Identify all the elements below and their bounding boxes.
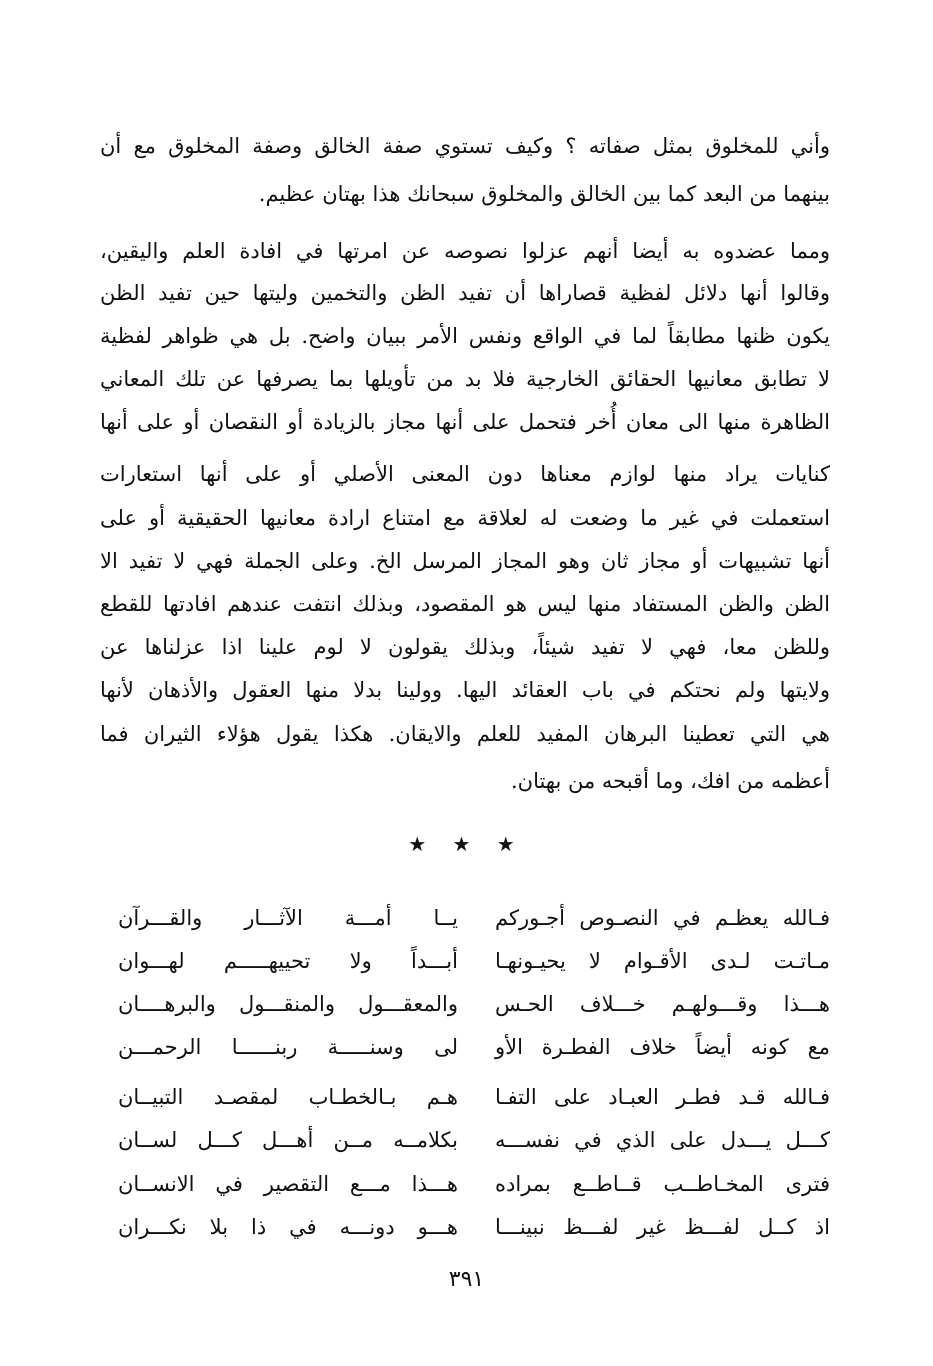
text-line: الظن والظن المستفاد منها ليس هو المقصود، وبذلك انتفت عندهم افادتها للقطع xyxy=(100,592,830,616)
text-line: استعملت في غير ما وضعت له لعلاقة مع امتناع ارادة معانيها الحقيقية أو على xyxy=(100,506,830,530)
verse-first-hemistich: هـــذا وقـــولهـم خـــلاف الحـس xyxy=(495,992,830,1016)
verse-second-hemistich: يــا أمـــة الآثـــار والقـــرآن xyxy=(118,906,458,930)
text-line: هي التي تعطينا البرهان المفيد للعلم والايقان. هكذا يقول هؤلاء الثيران فما xyxy=(100,722,830,746)
verse-first-hemistich: كـــل يـــدل على الذي في نفســـه xyxy=(495,1128,830,1152)
verse-first-hemistich: مع كونه أيضاً خلاف الفطـرة الأو xyxy=(495,1035,830,1059)
verse-first-hemistich: اذ كــل لفـــظ غير لفـــظ نبينـــا xyxy=(495,1215,830,1239)
verse-second-hemistich: هـــو دونـــه في ذا بلا نكـــران xyxy=(118,1215,458,1239)
text-line: ولايتها ولم نحتكم في باب العقائد اليها. وولينا بدلا منها العقول والأذهان لأنها xyxy=(100,678,830,702)
verse-first-hemistich: مـاتـت لـدى الأقـوام لا يحيـونهـا xyxy=(495,949,830,973)
text-line: لا تطابق معانيها الحقائق الخارجية فلا بد من تأويلها بما يصرفها عن تلك المعاني xyxy=(100,367,830,391)
page-number: ٣٩١ xyxy=(448,1267,485,1292)
section-separator-stars: ★ ★ ★ xyxy=(408,832,525,856)
verse-second-hemistich: بكلامــه مــن أهـــل كـــل لســان xyxy=(118,1128,458,1152)
verse-first-hemistich: فـالله قـد فطـر العبـاد على التفـا xyxy=(495,1085,830,1109)
text-line: كنايات يراد منها لوازم معناها دون المعنى الأصلي أو على أنها استعارات xyxy=(100,462,830,486)
verse-first-hemistich: فـالله يعظـم في النصـوص أجـوركم xyxy=(495,906,830,930)
text-line: الظاهرة منها الى معان أُخر فتحمل على أنها مجاز بالزيادة أو النقصان أو على أنها xyxy=(100,410,830,434)
text-line: وللظن معا، فهي لا تفيد شيئاً، وبذلك يقولون لا لوم علينا اذا عزلناها عن xyxy=(100,635,830,659)
verse-second-hemistich: أبـــداً ولا تحييهـــــم لهـــوان xyxy=(118,949,458,973)
text-line: أنها تشبيهات أو مجاز ثان وهو المجاز المرسل الخ. وعلى الجملة فهي لا تفيد الا xyxy=(100,549,830,573)
text-line: وقالوا أنها دلائل لفظية قصاراها أن تفيد الظن والتخمين وليتها حين تفيد الظن xyxy=(100,281,830,305)
verse-second-hemistich: لى وسنـــــة ربنــــــا الرحمـــن xyxy=(118,1035,458,1059)
text-line: أعظمه من افك، وما أقبحه من بهتان. xyxy=(510,769,830,793)
verse-second-hemistich: هـم بـالخطـاب لمقصـد التبيــان xyxy=(118,1085,458,1109)
text-line: وأني للمخلوق بمثل صفاته ؟ وكيف تستوي صفة الخالق وصفة المخلوق مع أن xyxy=(100,134,830,158)
verse-first-hemistich: فترى المخـاطــب قــاطــع بمراده xyxy=(495,1172,830,1196)
verse-second-hemistich: هـــذا مـــع التقصير في الانســان xyxy=(118,1172,458,1196)
text-line: يكون ظنها مطابقاً لما في الواقع ونفس الأمر ببيان واضح. بل هي ظواهر لفظية xyxy=(100,324,830,348)
text-line: ومما عضدوه به أيضا أنهم عزلوا نصوصه عن امرتها في افادة العلم واليقين، xyxy=(100,239,830,263)
text-line: بينهما من البعد كما بين الخالق والمخلوق سبحانك هذا بهتان عظيم. xyxy=(258,182,830,206)
verse-second-hemistich: والمعقـــول والمنقـــول والبرهــــان xyxy=(118,992,458,1016)
